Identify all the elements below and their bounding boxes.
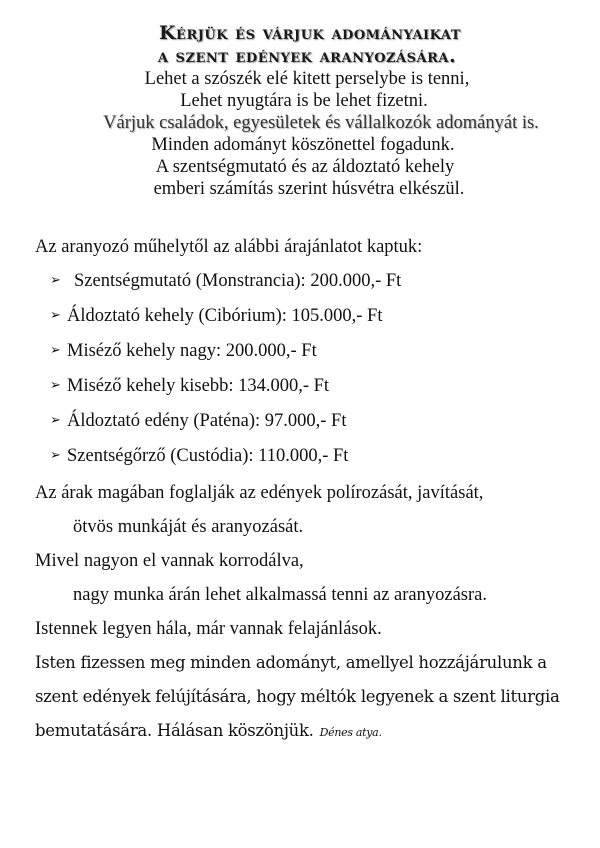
closing-line-1: Isten fizessen meg minden adományt, amellyel hozzájárulunk a xyxy=(35,653,547,672)
prices-note-line-2: ötvös munkáját és aranyozását. xyxy=(73,517,304,537)
header-block xyxy=(0,22,600,200)
arrowhead-right-icon: ➢ xyxy=(50,308,61,323)
price-item xyxy=(50,375,595,410)
corrosion-note-line-1: Mivel nagyon el vannak korrodálva, xyxy=(35,551,304,571)
price-item-label: Áldoztató kehely (Cibórium): 105.000,- Ft xyxy=(67,306,383,326)
offer-intro: Az aranyozó műhelytől az alábbi árajánlatot kaptuk: xyxy=(35,237,423,257)
price-item-label: Szentségőrző (Custódia): 110.000,- Ft xyxy=(67,446,349,466)
intro-line-2: Lehet nyugtára is be lehet fizetni. xyxy=(180,91,428,111)
arrowhead-right-icon: ➢ xyxy=(50,343,61,358)
price-item xyxy=(50,445,595,480)
closing-line-3-wrap xyxy=(35,720,595,754)
price-item-label: Áldoztató edény (Paténa): 97.000,- Ft xyxy=(67,411,347,431)
thanks-note: Istennek legyen hála, már vannak felajánlások. xyxy=(35,619,382,639)
corrosion-note-line-2: nagy munka árán lehet alkalmassá tenni az aranyozásra. xyxy=(73,585,488,605)
arrowhead-right-icon: ➢ xyxy=(50,378,61,393)
price-item xyxy=(50,305,595,340)
body-block xyxy=(35,236,595,754)
intro-line-5: A szentségmutató és az áldoztató kehely xyxy=(155,157,455,177)
intro-line-1: Lehet a szószék elé kitett perselybe is tenni, xyxy=(144,69,470,89)
price-item xyxy=(50,340,595,375)
arrowhead-right-icon: ➢ xyxy=(50,273,61,288)
intro-line-4: Minden adományt köszönettel fogadunk. xyxy=(151,135,455,155)
arrowhead-right-icon: ➢ xyxy=(50,448,61,463)
title-line-1: Kérjük és várjuk adományaikat xyxy=(159,22,461,44)
closing-line-3: bemutatására. Hálásan köszönjük. xyxy=(35,721,314,740)
signature: Dénes atya. xyxy=(319,726,382,739)
price-item-label: Szentségmutató (Monstrancia): 200.000,- Ft xyxy=(74,271,402,291)
closing-line-2: szent edények felújítására, hogy méltók legyenek a szent liturgia xyxy=(35,687,560,706)
price-item-label: Miséző kehely nagy: 200.000,- Ft xyxy=(67,341,317,361)
price-list xyxy=(35,270,595,480)
arrowhead-right-icon: ➢ xyxy=(50,413,61,428)
prices-note-line-1: Az árak magában foglalják az edények polírozását, javítását, xyxy=(35,483,484,503)
title-line-2: a szent edények aranyozására. xyxy=(157,45,457,67)
price-item xyxy=(50,410,595,445)
price-item-label: Miséző kehely kisebb: 134.000,- Ft xyxy=(67,376,330,396)
price-item xyxy=(50,270,595,305)
intro-line-3: Várjuk családok, egyesületek és vállalkozók adományát is. xyxy=(103,113,539,133)
intro-line-6: emberi számítás szerint húsvétra elkészül. xyxy=(153,179,465,199)
